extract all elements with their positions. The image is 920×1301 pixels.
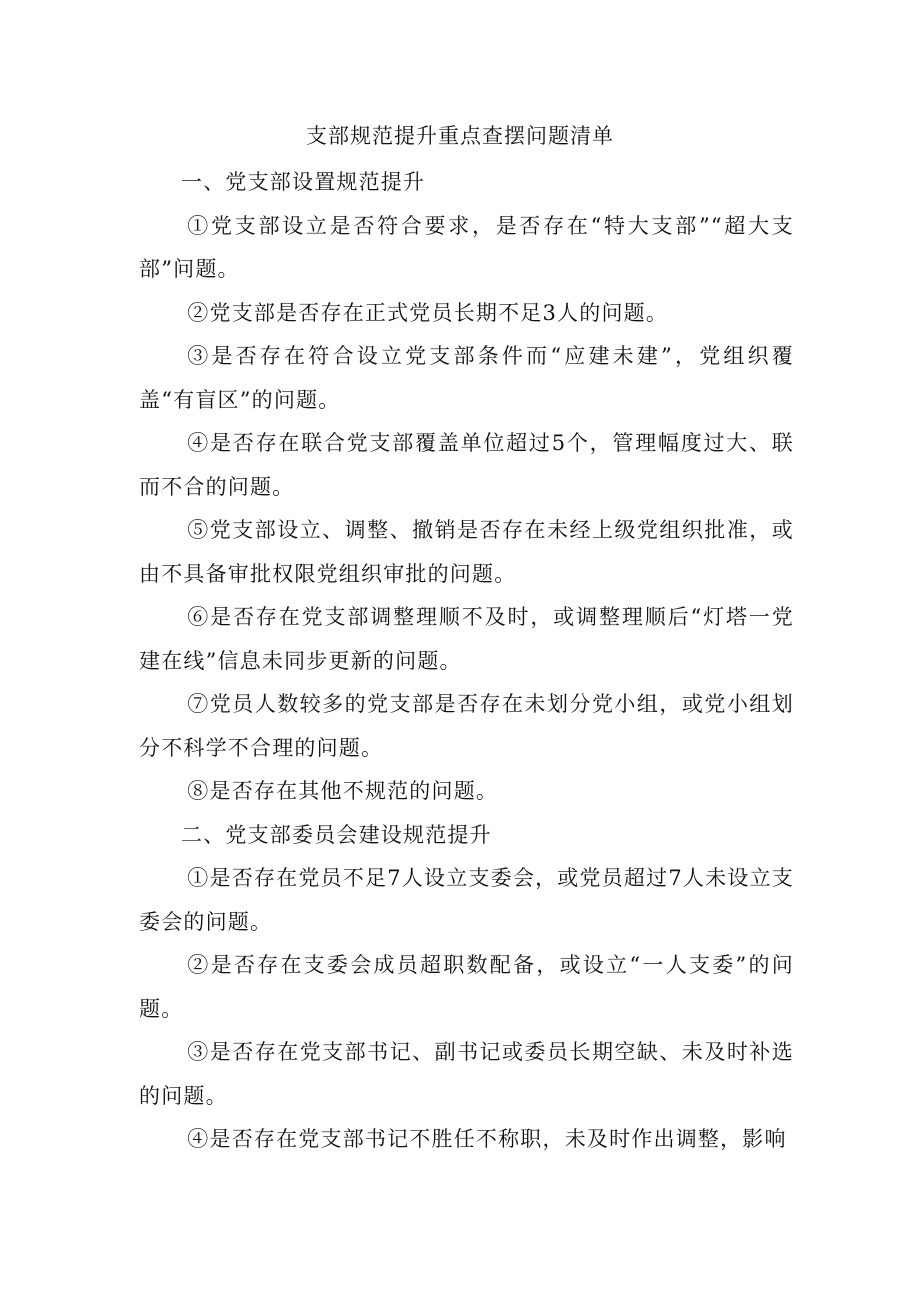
paragraph-item: ④是否存在党支部书记不胜任不称职，未及时作出调整，影响 xyxy=(187,1127,787,1151)
paragraph-item: ⑦党员人数较多的党支部是否存在未划分党小组，或党小组划分不科学不合理的问题。 xyxy=(139,692,794,760)
paragraph-item: ②党支部是否存在正式党员长期不足3人的问题。 xyxy=(187,300,669,325)
document-title: 支部规范提升重点查摆问题清单 xyxy=(306,124,614,148)
paragraph-item: ③是否存在符合设立党支部条件而“应建未建”，党组织覆盖“有盲区”的问题。 xyxy=(139,344,794,412)
paragraph-item: ⑥是否存在党支部调整理顺不及时，或调整理顺后“灯塔一党建在线”信息未同步更新的问题。 xyxy=(139,605,794,673)
paragraph-item: ①党支部设立是否符合要求，是否存在“特大支部”“超大支部”问题。 xyxy=(139,213,794,281)
paragraph-item: ①是否存在党员不足7人设立支委会，或党员超过7人未设立支委会的问题。 xyxy=(139,866,794,934)
paragraph-item: ⑤党支部设立、调整、撤销是否存在未经上级党组织批准，或由不具备审批权限党组织审批的问题。 xyxy=(139,518,794,586)
document-body xyxy=(139,161,794,1162)
section-heading-2: 二、党支部委员会建设规范提升 xyxy=(181,822,492,847)
paragraph-item: ③是否存在党支部书记、副书记或委员长期空缺、未及时补选的问题。 xyxy=(139,1040,794,1108)
paragraph-item: ②是否存在支委会成员超职数配备，或设立“一人支委”的问题。 xyxy=(139,953,794,1021)
paragraph-item: ④是否存在联合党支部覆盖单位超过5个，管理幅度过大、联而不合的问题。 xyxy=(139,431,794,499)
section-heading-1: 一、党支部设置规范提升 xyxy=(181,170,426,194)
paragraph-item: ⑧是否存在其他不规范的问题。 xyxy=(187,779,499,803)
